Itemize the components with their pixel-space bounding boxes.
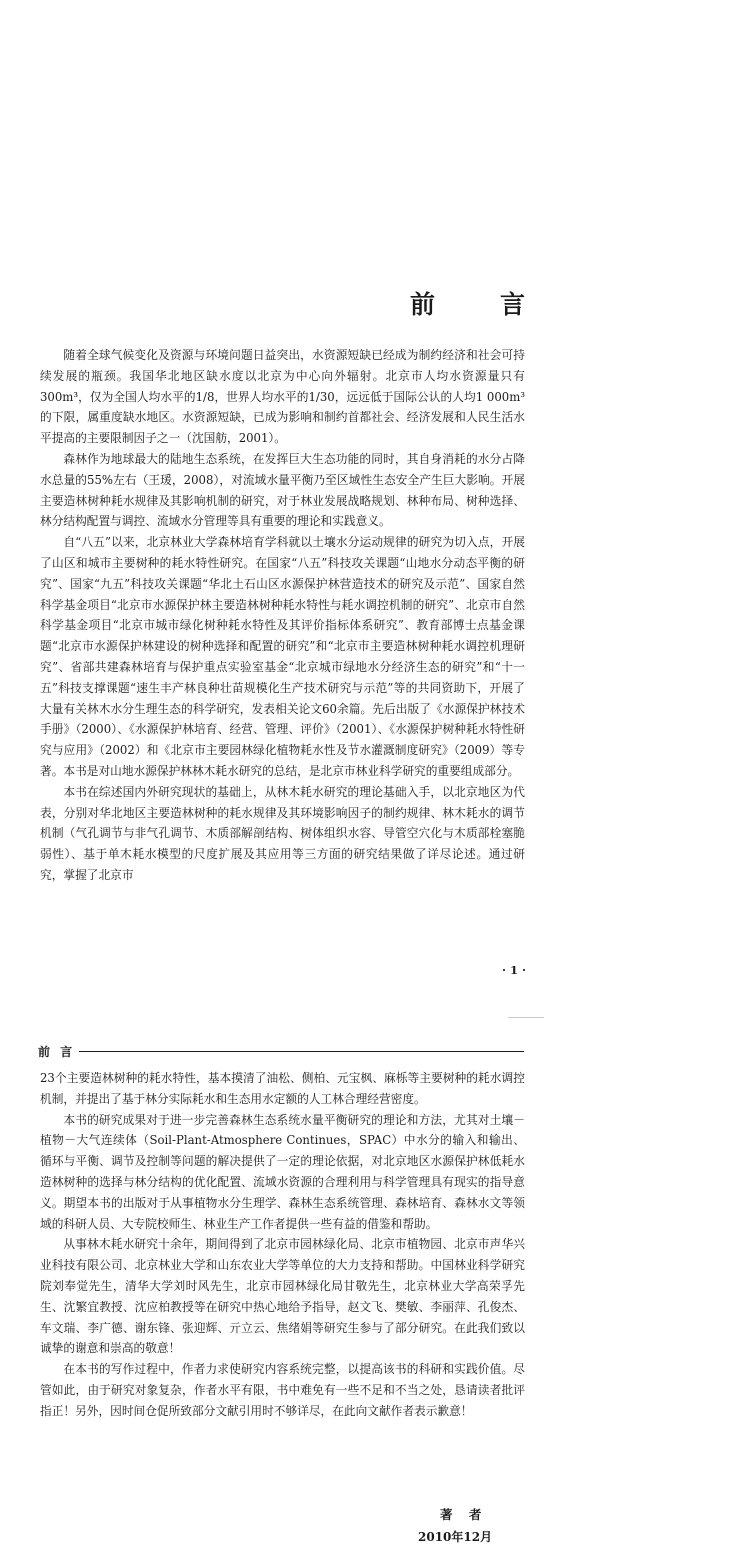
paragraph: 随着全球气候变化及资源与环境问题日益突出，水资源短缺已经成为制约经济和社会可持续发展的瓶颈。我国华北地区缺水度以北京为中心向外辐射。北京市人均水资源量只有300m³，仅为全国人均水平的1/8，世界人均水平的1/30，远远低于国际公认的人均1 000m³的下限，属重度缺水地区。水资源短缺，已成为影响和制约首都社会、经济发展和人民生活水平提高的主要限制因子之一（沈国舫，2001）。 xyxy=(40,348,525,446)
paragraph: 23个主要造林树种的耗水特性，基本摸清了油松、侧柏、元宝枫、麻栎等主要树种的耗水调控机制，并提出了基于林分实际耗水和生态用水定额的人工林合理经营密度。 xyxy=(40,1071,525,1106)
signature-date: 2010年12月 xyxy=(418,1530,493,1544)
paragraph: 自“八五”以来，北京林业大学森林培育学科就以土壤水分运动规律的研究为切入点，开展了山区和城市主要树种的耗水特性研究。在国家“八五”科技攻关课题“山地水分动态平衡的研究”、国家“九五”科技攻关课题“华北土石山区水源保护林营造技术的研究及示范”、国家自然科学基金项目“北京市水源保护林主要造林树种耗水特性与耗水调控机制的研究”、北京市自然科学基金项目“北京市城市绿化树种耗水特性及其评价指标体系研究”、教育部博士点基金课题“北京市水源保护林建设的树种选择和配置的研究”和“北京市主要造林树种耗水调控机理研究”、省部共建森林培育与保护重点实验室基金“北京城市绿地水分经济生态的研究”和“十一五”科技支撑课题“速生丰产林良种壮苗规模化生产技术研究与示范”等的共同资助下，开展了大量有关林木水分生理生态的科学研究，发表相关论文60余篇。先后出版了《水源保护林技术手册》（2000）、《水源保护林培育、经营、管理、评价》（2001）、《水源保护树种耗水特性研究与应用》（2002）和《北京市主要园林绿化植物耗水性及节水灌溉制度研究》（2009）等专著。本书是对山地水源保护林林木耗水研究的总结，是北京市林业科学研究的重要组成部分。 xyxy=(40,535,525,778)
author-signature: 著 者 xyxy=(440,1507,488,1522)
preface-body-page-two xyxy=(40,1068,525,1422)
paragraph: 从事林木耗水研究十余年，期间得到了北京市园林绿化局、北京市植物园、北京市声华兴业科技有限公司、北京林业大学和山东农业大学等单位的大力支持和帮助。中国林业科学研究院刘奉觉先生，清华大学刘时风先生，北京市园林绿化局甘敬先生，北京林业大学高荣孚先生、沈繁宜教授、沈应柏教授等在研究中热心地给予指导，赵文飞、樊敏、李丽萍、孔俊杰、车文瑞、李广德、谢东锋、张迎辉、亓立云、焦绪娟等研究生参与了部分研究。在此我们致以诚挚的谢意和崇高的敬意！ xyxy=(40,1237,525,1356)
title-char-1: 前 xyxy=(410,290,436,319)
paragraph: 森林作为地球最大的陆地生态系统，在发挥巨大生态功能的同时，其自身消耗的水分占降水总量的55%左右（王瑗，2008），对流域水量平衡乃至区域性生态安全产生巨大影响。开展主要造林树种耗水规律及其影响机制的研究，对于林业发展战略规划、林种布局、树种选择、林分结构配置与调控、流域水分管理等具有重要的理论和实践意义。 xyxy=(40,451,525,529)
running-head xyxy=(38,1043,524,1057)
running-head-rule xyxy=(38,1051,524,1052)
paragraph: 本书在综述国内外研究现状的基础上，从林木耗水研究的理论基础入手，以北京地区为代表，分别对华北地区主要造林树种的耗水规律及其环境影响因子的制约规律、林木耗水的调节机制（气孔调节与非气孔调节、木质部解剖结构、树体组织水容、导管空穴化与木质部栓塞脆弱性）、基于单木耗水模型的尺度扩展及其应用等三方面的研究结果做了详尽论述。通过研究，掌握了北京市 xyxy=(40,784,525,882)
paragraph: 在本书的写作过程中，作者力求使研究内容系统完整，以提高该书的科研和实践价值。尽管如此，由于研究对象复杂，作者水平有限，书中难免有一些不足和不当之处，恳请读者批评指正！另外，因时间仓促所致部分文献引用时不够详尽，在此向文献作者表示歉意！ xyxy=(40,1362,525,1418)
page-divider xyxy=(508,1017,544,1018)
page-number: · 1 · xyxy=(502,963,527,977)
running-head-label: 前 言 xyxy=(38,1043,79,1060)
page-title xyxy=(410,285,525,321)
preface-body-page-one xyxy=(40,345,525,886)
paragraph: 本书的研究成果对于进一步完善森林生态系统水量平衡研究的理论和方法，尤其对土壤－植物－大气连续体（Soil-Plant-Atmosphere Continues，SPAC）中水分的输入和输出、循环与平衡、调节及控制等问题的解决提供了一定的理论依据，对北京地区水源保护林低耗水造林树种的选择与林分结构的优化配置、流域水资源的合理利用与科学管理具有现实的指导意义。期望本书的出版对于从事植物水分生理学、森林生态系统管理、森林培育、森林水文等领域的科研人员、大专院校师生、林业生产工作者提供一些有益的借鉴和帮助。 xyxy=(40,1112,525,1231)
title-char-2: 言 xyxy=(499,290,525,319)
